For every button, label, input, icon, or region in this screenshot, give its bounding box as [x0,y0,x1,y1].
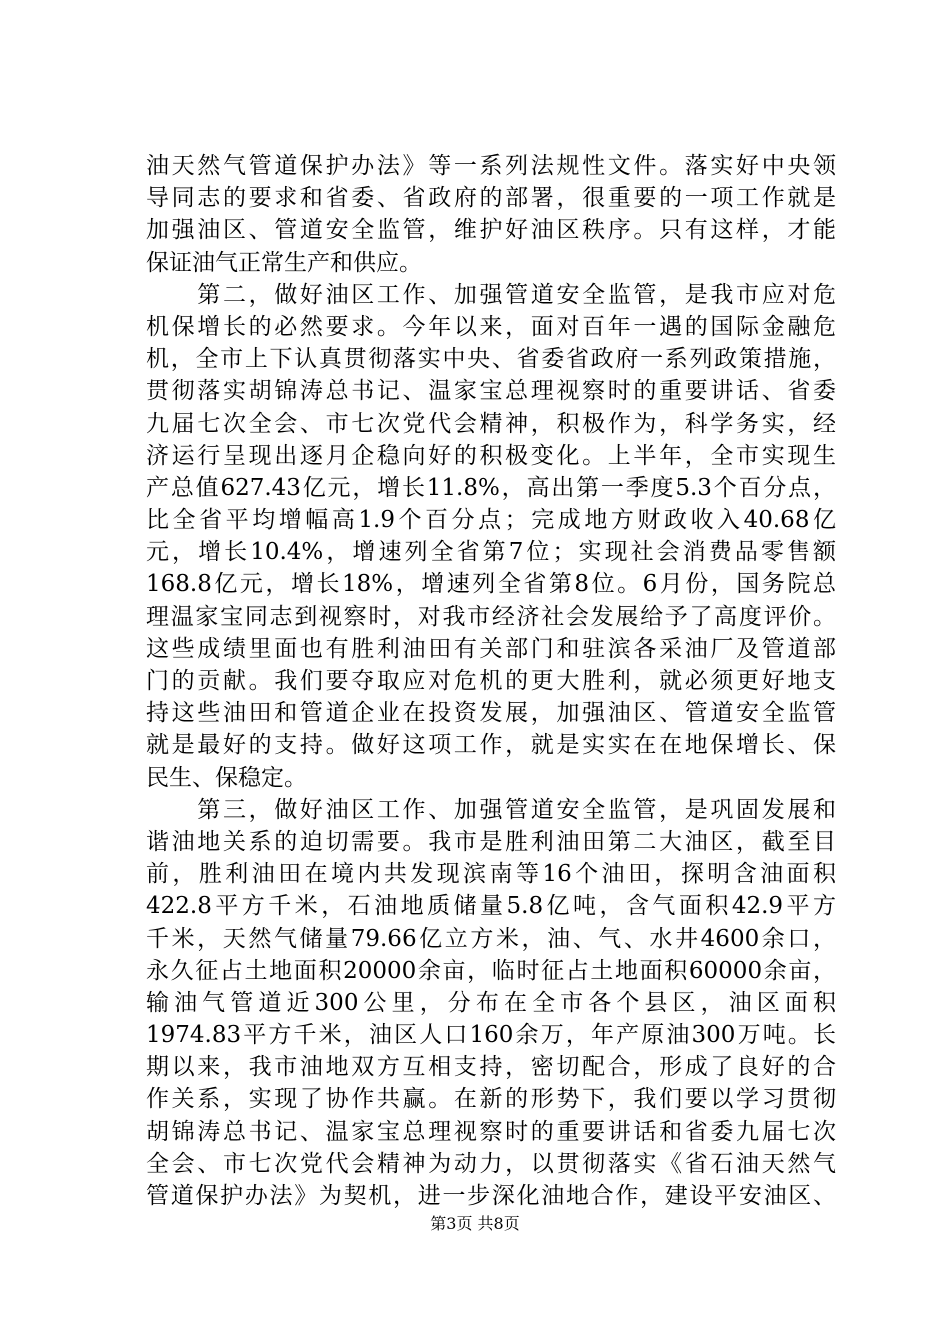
text-line: 贯彻落实胡锦涛总书记、温家宝总理视察时的重要讲话、省委 [146,378,836,405]
text-line: 元，增长10.4%，增速列全省第7位；实现社会消费品零售额 [146,539,836,566]
text-line: 比全省平均增幅高1.9个百分点；完成地方财政收入40.68亿 [146,507,836,534]
page-footer: 第3页 共8页 [430,1214,520,1233]
text-line: 422.8平方千米，石油地质储量5.8亿吨，含气面积42.9平方 [146,893,836,920]
text-line: 保证油气正常生产和供应。 [146,249,422,276]
text-line: 管道保护办法》为契机，进一步深化油地合作，建设平安油区、 [146,1183,836,1209]
text-line: 谐油地关系的迫切需要。我市是胜利油田第二大油区，截至目 [146,828,836,855]
text-line: 输油气管道近300公里，分布在全市各个县区，油区面积 [146,989,836,1016]
text-line: 持这些油田和管道企业在投资发展，加强油区、管道安全监管 [146,700,836,727]
text-line: 168.8亿元，增长18%，增速列全省第8位。6月份，国务院总 [146,571,836,598]
text-line: 永久征占土地面积20000余亩，临时征占土地面积60000余亩， [146,957,836,984]
text-line: 民生、保稳定。 [146,764,307,791]
text-line: 加强油区、管道安全监管，维护好油区秩序。只有这样，才能 [146,217,836,244]
text-line: 导同志的要求和省委、省政府的部署，很重要的一项工作就是 [146,185,836,212]
body-text [146,150,836,1212]
text-line: 油天然气管道保护办法》等一系列法规性文件。落实好中央领 [146,153,836,179]
text-line: 前，胜利油田在境内共发现滨南等16个油田，探明含油面积 [146,861,836,888]
text-line: 门的贡献。我们要夺取应对危机的更大胜利，就必须更好地支 [146,668,836,694]
text-line: 机保增长的必然要求。今年以来，面对百年一遇的国际金融危 [146,313,836,340]
text-line: 胡锦涛总书记、温家宝总理视察时的重要讲话和省委九届七次 [146,1118,836,1145]
text-line: 作关系，实现了协作共赢。在新的形势下，我们要以学习贯彻 [146,1086,836,1113]
text-line: 济运行呈现出逐月企稳向好的积极变化。上半年，全市实现生 [146,442,836,469]
text-line: 产总值627.43亿元，增长11.8%，高出第一季度5.3个百分点， [146,474,836,501]
text-line: 第二，做好油区工作、加强管道安全监管，是我市应对危 [146,281,836,308]
text-line: 九届七次全会、市七次党代会精神，积极作为，科学务实，经 [146,410,836,437]
text-line: 就是最好的支持。做好这项工作，就是实实在在地保增长、保 [146,732,836,759]
text-line: 理温家宝同志到视察时，对我市经济社会发展给予了高度评价。 [146,603,836,630]
text-line: 第三，做好油区工作、加强管道安全监管，是巩固发展和 [146,796,836,823]
text-line: 1974.83平方千米，油区人口160余万，年产原油300万吨。长 [146,1022,836,1049]
text-line: 全会、市七次党代会精神为动力，以贯彻落实《省石油天然气 [146,1150,836,1177]
text-line: 千米，天然气储量79.66亿立方米，油、气、水井4600余口， [146,925,836,952]
text-line: 这些成绩里面也有胜利油田有关部门和驻滨各采油厂及管道部 [146,635,836,662]
text-line: 期以来，我市油地双方互相支持，密切配合，形成了良好的合 [146,1054,836,1081]
text-line: 机，全市上下认真贯彻落实中央、省委省政府一系列政策措施， [146,346,836,373]
